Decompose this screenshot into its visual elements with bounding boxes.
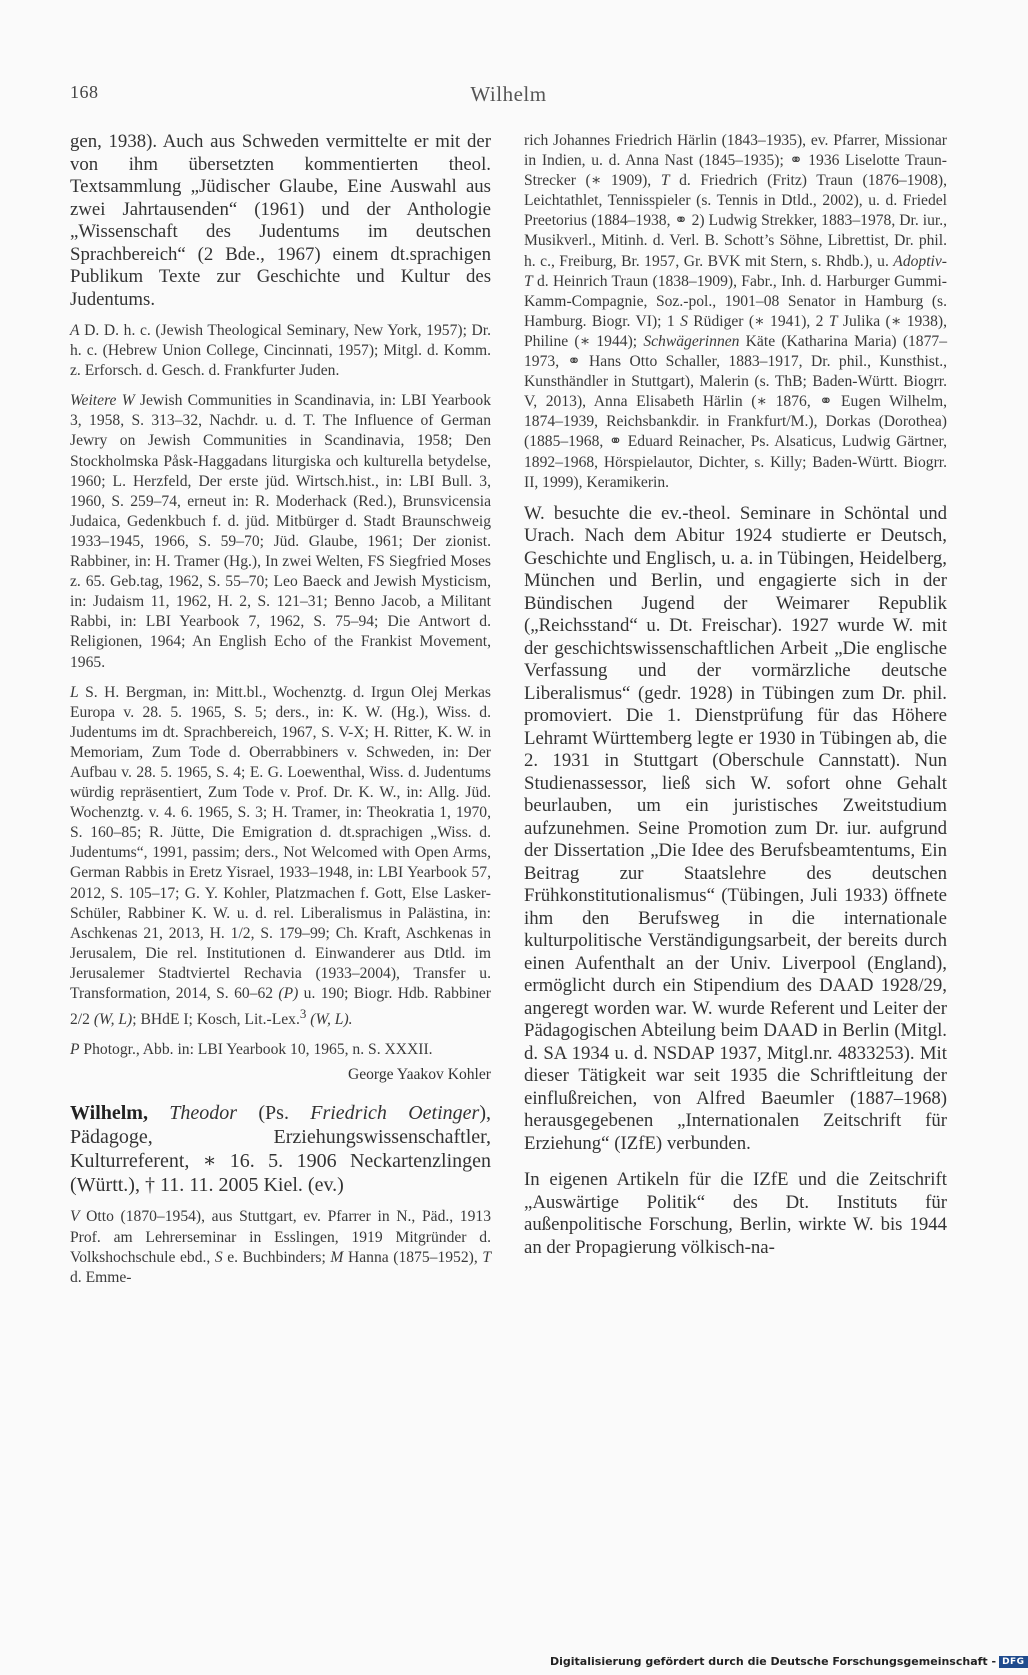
footer-text: Digitalisierung gefördert durch die Deutsche Forschungsgemeinschaft -	[550, 1655, 997, 1668]
sigil-s-2: S	[680, 312, 688, 330]
entry-heading	[70, 1101, 491, 1197]
right-column	[524, 131, 947, 1259]
dfg-logo: DFG	[999, 1656, 1028, 1668]
entry-firstname: Theodor	[147, 1102, 238, 1125]
works-text: Jewish Communities in Scandinavia, in: LBI Yearbook 3, 1958, S. 313–32, Nachdr. u. d. T. The Influence of German Jewry on Jewish Communities in Scandinavia, 1958; Den Stockholmska Påsk-Haggadans liturgiska och kulturella betydelse, 1960; L. Herzfeld, Der erste jüd. Wirtsch.hist., in: LBI Bull. 3, 1960, S. 259–74, erneut in: R. Moderhack (Red.), Brunsvicensia Judaica, Gedenkbuch f. d. jüd. Mitbürger d. Stadt Braunschweig 1933–1945, 1966, S. 59–70; Jüd. Glaube, 1961; Der zionist. Rabbiner, in: H. Tramer (Hg.), In zwei Welten, FS Siegfried Moses z. 65. Geb.tag, 1962, S. 55–70; Leo Baeck and Jewish Mysticism, in: Judaism 11, 1962, H. 2, S. 121–31; Benno Jacob, a Militant Rabbi, in: LBI Yearbook 7, 1962, S. 75–94; Die Antwort d. Religionen, 1964; An English Echo of the Frankist Movement, 1965.	[70, 392, 491, 671]
sigil-schwaegerinnen: Schwägerinnen	[643, 332, 740, 350]
page-header	[70, 82, 947, 114]
literature-text: S. H. Bergman, in: Mitt.bl., Wochenztg. d. Irgun Olej Merkas Europa v. 28. 5. 1965, S. 5; ders., in: K. W. (Hg.), Wiss. d. Judentums im dt. Sprachbereich, 1967, S. V-X; H. Ritter, K. W. in Memoriam, Zum Tode d. Oberrabbiners v. Schweden, in: Der Aufbau v. 28. 5. 1965, S. 4; E. G. Loewenthal, Wiss. d. Judentums würdig repräsentiert, Zum Tode v. Prof. Dr. K. W., in: Allg. Jüd. Wochenztg. v. 4. 6. 1965, S. 3; H. Tramer, in: Theokratia 1, 1970, S. 160–85; R. Jütte, Die Emigration d. dt.sprachigen „Wiss. d. Judentums“, 1991, passim; ders., Not Welcomed with Open Arms, German Rabbis in Eretz Yisrael, 1933–1948, in: LBI Yearbook 57, 2012, S. 105–17; G. Y. Kohler, Platzmachen f. Gott, Else Lasker-Schüler, Rabbiner K. W. u. d. rel. Liberalismus in Palästina, in: Aschkenas 21, 2013, H. 1/2, S. 179–99; Ch. Kraft, Aschkenas in Jerusalem, Die rel. Institutionen d. Einwanderer aus Dtld. im Jerusalemer Stadtviertel Rechavia (1933–2004), Transfer u. Transformation, 2014, S. 60–62	[70, 683, 491, 1002]
sigil-adoptiv-t: Adoptiv-T	[524, 252, 947, 290]
literature-superscript: 3	[299, 1006, 307, 1022]
awards-text: D. D. h. c. (Jewish Theological Seminary, New York, 1957); Dr. h. c. (Hebrew Union College, Cincinnati, 1957); Mitgl. d. Komm. z. Erforsch. d. Gesch. d. Frankfurter Juden.	[70, 322, 491, 380]
mother-origin-text: d. Emme-	[70, 1268, 132, 1286]
genealogy-text-5: Julika (∗ 1938), Philine (∗ 1944);	[524, 312, 947, 350]
genealogy-text-3: d. Heinrich Traun (1838–1909), Fabr., Inh. d. Harburger Gummi-Kamm-Compagnie, Soz.-pol., 1901–08 Senator in Hamburg (s. Hamburg. Biogr. VI); 1	[524, 272, 947, 330]
sigil-t-2: T	[660, 172, 670, 190]
left-column	[70, 131, 491, 1288]
literature-paragraph	[70, 683, 491, 1031]
works-paragraph	[70, 391, 491, 672]
biography-paragraph-2: In eigenen Artikeln für die IZfE und die Zeitschrift „Auswärtige Politik“ des Dt. Instituts für außenpolitische Forschung, Berlin, wirkte W. bis 1944 an der Propagierung völkisch-na-	[524, 1169, 947, 1258]
literature-text-3: ; BHdE I; Kosch, Lit.-Lex.	[132, 1011, 300, 1029]
genealogy-paragraph-cont	[524, 131, 947, 493]
sigil-a: A	[70, 322, 80, 339]
literature-p-marker: (P)	[278, 985, 299, 1002]
digitization-footer	[550, 1655, 1025, 1671]
awards-paragraph	[70, 321, 491, 381]
intro-paragraph: gen, 1938). Auch aus Schweden vermittelte er mit der von ihm übersetzten kommentierten theol. Textsammlung „Jüdischer Glaube, Eine Auswahl aus zwei Jahrtausenden“ (1961) und der Anthologie „Wissenschaft des Judentums im deutschen Sprachbereich“ (2 Bde., 1967) einem dt.sprachigen Publikum Texte zur Geschichte und Kultur des Judentums.	[70, 131, 491, 310]
sigil-v: V	[70, 1208, 80, 1226]
father-text: Otto (1870–1954), aus Stuttgart, ev. Pfarrer in N., Päd., 1913 Prof. am Lehrerseminar in Esslingen, 1919 Mitgründer d. Volkshochschule ebd.,	[70, 1208, 491, 1266]
entry-ps-open: (Ps.	[237, 1102, 311, 1125]
genealogy-text-1: rich Johannes Friedrich Härlin (1843–1935), ev. Pfarrer, Missionar in Indien, u. d. Anna Nast (1845–1935); ⚭ 1936 Liselotte Traun-Strecker (∗ 1909),	[524, 132, 947, 190]
literature-wl-marker: (W, L)	[93, 1011, 133, 1029]
genealogy-text-4: Rüdiger (∗ 1941), 2	[687, 312, 829, 330]
sigil-m: M	[330, 1248, 344, 1266]
sigil-t-3: T	[828, 312, 838, 330]
page-number: 168	[70, 82, 99, 102]
sigil-t: T	[482, 1248, 491, 1266]
photo-paragraph	[70, 1040, 491, 1060]
sigil-weitere-w: Weitere W	[70, 392, 135, 410]
grandfather-text: e. Buchbinders;	[222, 1248, 331, 1266]
genealogy-text-2: d. Friedrich (Fritz) Traun (1876–1908), Leichtathlet, Tennisspieler (s. Tennis in Dtld., 2002), u. d. Friedel Preetorius (1884–1938, ⚭ 2) Ludwig Strekker, 1883–1978, Dr. iur., Musikverl., Mitinh. d. Verl. B. Schott’s Söhne, Librettist, Dr. phil. h. c., Freiburg, Br. 1957, Gr. BVK mit Stern, s. Rhdb.), u.	[524, 172, 948, 270]
entry-surname: Wilhelm,	[70, 1102, 148, 1125]
sigil-l: L	[70, 683, 79, 701]
literature-text-2: u. 190; Biogr. Hdb. Rabbiner 2/2	[70, 985, 491, 1029]
entry-pseudonym: Friedrich Oetinger	[310, 1102, 480, 1125]
mother-text: Hanna (1875–1952),	[343, 1248, 483, 1266]
genealogy-paragraph-start	[70, 1207, 491, 1287]
sigil-p: P	[70, 1041, 80, 1059]
author-signature: George Yaakov Kohler	[347, 1066, 491, 1084]
biography-paragraph-1: W. besuchte die ev.-theol. Seminare in Schöntal und Urach. Nach dem Abitur 1924 studierte er Deutsch, Geschichte und Englisch, u. a. in Tübingen, Heidelberg, München und Berlin, und engagierte sich in der Bündischen Jugend der Weimarer Republik („Reichsstand“ u. Dt. Freischar). 1927 wurde W. mit der geschichtswissenschaftlichen Arbeit „Die englische Verfassung und der vormärzliche deutsche Liberalismus“ (gedr. 1928) in Tübingen zum Dr. phil. promoviert. Die 1. Dienstprüfung für das Höhere Lehramt Württemberg legte er 1930 in Tübingen ab, die 2. 1931 in Stuttgart (Oberschule Cannstatt). Nun Studienassessor, ließ sich W. sofort ohne Gehalt beurlauben, um ein juristisches Zweitstudium aufzunehmen. Seine Promotion zum Dr. iur. aufgrund der Dissertation „Die Idee des Berufsbeamtentums, Ein Beitrag zur Staatslehre des deutschen Frühkonstitutionalismus“ (Tübingen, Juli 1933) öffnete ihm den Berufsweg in die internationale kulturpolitische Verständigungsarbeit, der bereits durch einen Aufenthalt an der Univ. Liverpool (England), ermöglicht durch ein Stipendium des DAAD 1928/29, angeregt worden war. W. wurde Referent und Leiter der Pädagogischen Abteilung beim DAAD in Berlin (Mitgl. d. SA 1934 u. d. NSDAP 1937, Mitgl.nr. 4833253). Mit dieser Tätigkeit war seit 1935 die Schriftleitung der einflußreichen, von Alfred Baeumler (1887–1968) herausgegebenen „Internationalen Zeitschrift für Erziehung“ (IZfE) verbunden.	[524, 502, 947, 1154]
literature-wl-marker-2: (W, L).	[306, 1011, 353, 1029]
genealogy-text-6: Käte (Katharina Maria) (1877–1973, ⚭ Hans Otto Schaller, 1883–1917, Dr. phil., Kunsthist., Kunsthändler in Stuttgart), Malerin (s. ThB; Baden-Württ. Biogrr. V, 2013), Anna Elisabeth Härlin (∗ 1876, ⚭ Eugen Wilhelm, 1874–1939, Reichsbankdir. in Frankfurt/M.), Dorkas (Dorothea) (1885–1968, ⚭ Eduard Reinacher, Ps. Alsaticus, Ludwig Gärtner, 1892–1968, Hörspielautor, Dichter, s. Killy; Baden-Württ. Biogrr. II, 1999), Keramikerin.	[524, 332, 947, 491]
running-head: Wilhelm	[470, 82, 547, 106]
sigil-s: S	[214, 1248, 223, 1266]
photo-text: Photogr., Abb. in: LBI Yearbook 10, 1965, n. S. XXXII.	[79, 1041, 433, 1059]
entry-details: ), Pädagoge, Erziehungswissenschaftler, Kulturreferent, ∗ 16. 5. 1906 Neckartenzlingen (Württ.), † 11. 11. 2005 Kiel. (ev.)	[70, 1102, 491, 1197]
